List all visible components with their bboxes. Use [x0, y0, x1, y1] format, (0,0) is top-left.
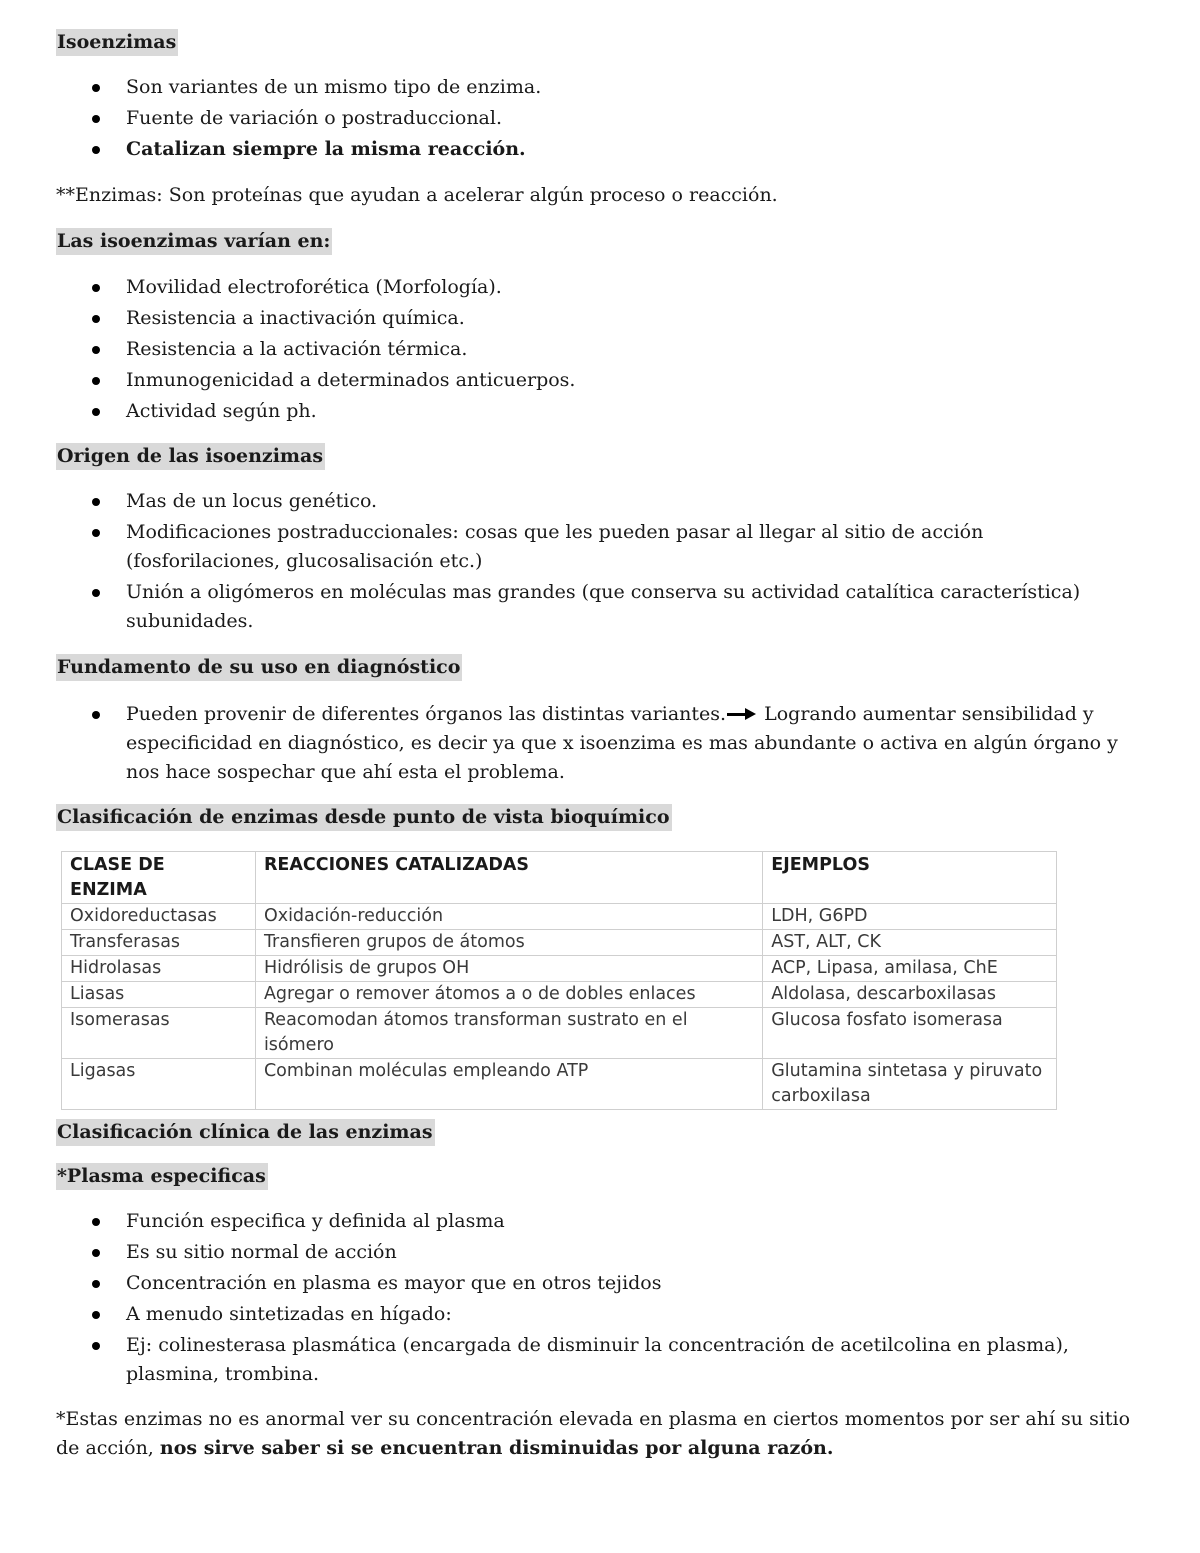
table-row [62, 930, 1057, 956]
table-row [62, 1008, 1057, 1059]
table-cell: AST, ALT, CK [763, 930, 1057, 956]
list-variaciones [0, 273, 1150, 428]
heading-clasificacion-bioquimica: Clasificación de enzimas desde punto de vista bioquímico [56, 804, 672, 831]
bullet-icon [92, 1249, 100, 1257]
list-isoenzimas [0, 73, 1150, 166]
bullet-icon [92, 1280, 100, 1288]
table-row [62, 982, 1057, 1008]
table-cell: LDH, G6PD [763, 904, 1057, 930]
table-cell: Ligasas [62, 1059, 256, 1110]
bullet-icon [92, 1218, 100, 1226]
bullet-icon [92, 498, 100, 506]
list-item: Inmunogenicidad a determinados anticuerpos. [0, 366, 1150, 395]
list-item: Unión a oligómeros en moléculas mas grandes (que conserva su actividad catalítica característica) subunidades. [0, 578, 1150, 636]
table-cell: Liasas [62, 982, 256, 1008]
list-item: Es su sitio normal de acción [0, 1238, 1150, 1267]
table-cell: Hidrolasas [62, 956, 256, 982]
bullet-icon [92, 1342, 100, 1350]
table-cell: Oxidación-reducción [255, 904, 762, 930]
subheading-plasma-especificas: *Plasma especificas [56, 1163, 268, 1190]
table-row [62, 1059, 1057, 1110]
bullet-icon [92, 711, 100, 719]
bullet-icon [92, 377, 100, 385]
list-item: Fuente de variación o postraduccional. [0, 104, 1150, 133]
heading-fundamento: Fundamento de su uso en diagnóstico [56, 654, 462, 681]
heading-isoenzimas: Isoenzimas [56, 29, 178, 56]
table-cell: Hidrólisis de grupos OH [255, 956, 762, 982]
list-item: Actividad según ph. [0, 397, 1150, 426]
final-note: *Estas enzimas no es anormal ver su concentración elevada en plasma en ciertos momentos por ser ahí su sitio de acción, nos sirve saber si se encuentran disminuidas por alguna razón. [56, 1408, 1131, 1459]
table-header-row [62, 852, 1057, 904]
bullet-icon [92, 315, 100, 323]
table-cell: Transferasas [62, 930, 256, 956]
list-fundamento [0, 700, 1150, 789]
table-cell: Agregar o remover átomos a o de dobles enlaces [255, 982, 762, 1008]
list-item: Resistencia a la activación térmica. [0, 335, 1150, 364]
table-row [62, 956, 1057, 982]
bullet-icon [92, 1311, 100, 1319]
heading-variaciones: Las isoenzimas varían en: [56, 228, 332, 255]
bullet-icon [92, 589, 100, 597]
list-item: Son variantes de un mismo tipo de enzima. [0, 73, 1150, 102]
bullet-icon [92, 115, 100, 123]
list-item: Mas de un locus genético. [0, 487, 1150, 516]
list-origen [0, 487, 1150, 638]
list-item: Resistencia a inactivación química. [0, 304, 1150, 333]
heading-clasificacion-clinica: Clasificación clínica de las enzimas [56, 1119, 435, 1146]
table-cell: Transfieren grupos de átomos [255, 930, 762, 956]
table-cell: Aldolasa, descarboxilasas [763, 982, 1057, 1008]
list-plasma-especificas [0, 1207, 1150, 1391]
table-cell: ACP, Lipasa, amilasa, ChE [763, 956, 1057, 982]
bullet-icon [92, 408, 100, 416]
table-cell: Isomerasas [62, 1008, 256, 1059]
table-cell: Glucosa fosfato isomerasa [763, 1008, 1057, 1059]
note-enzimas: **Enzimas: Son proteínas que ayudan a acelerar algún proceso o reacción. [56, 184, 778, 206]
bullet-icon [92, 284, 100, 292]
table-row [62, 904, 1057, 930]
col-header-reacciones: REACCIONES CATALIZADAS [255, 852, 762, 904]
list-item: Concentración en plasma es mayor que en otros tejidos [0, 1269, 1150, 1298]
list-item: A menudo sintetizadas en hígado: [0, 1300, 1150, 1329]
right-arrow-icon [727, 707, 757, 721]
list-item: Ej: colinesterasa plasmática (encargada de disminuir la concentración de acetilcolina en plasma), plasmina, trombina. [0, 1331, 1150, 1389]
list-item: Catalizan siempre la misma reacción. [0, 135, 1150, 164]
col-header-clase: CLASE DE ENZIMA [62, 852, 256, 904]
bullet-icon [92, 346, 100, 354]
bullet-icon [92, 146, 100, 154]
table-cell: Oxidoreductasas [62, 904, 256, 930]
list-item: Función especifica y definida al plasma [0, 1207, 1150, 1236]
col-header-ejemplos: EJEMPLOS [763, 852, 1057, 904]
heading-origen: Origen de las isoenzimas [56, 443, 325, 470]
bullet-icon [92, 529, 100, 537]
table-cell: Combinan moléculas empleando ATP [255, 1059, 762, 1110]
enzyme-classification-table [61, 851, 1057, 1110]
table-cell: Reacomodan átomos transforman sustrato en el isómero [255, 1008, 762, 1059]
list-item: Modificaciones postraduccionales: cosas que les pueden pasar al llegar al sitio de acción (fosforilaciones, glucosalisación etc.) [0, 518, 1150, 576]
list-item: Movilidad electroforética (Morfología). [0, 273, 1150, 302]
table-cell: Glutamina sintetasa y piruvato carboxilasa [763, 1059, 1057, 1110]
list-item: Pueden provenir de diferentes órganos las distintas variantes. Logrando aumentar sensibilidad y especificidad en diagnóstico, es decir ya que x isoenzima es mas abundante o activa en algún órgano y nos hace sospechar que ahí esta el problema. [0, 700, 1150, 787]
bullet-icon [92, 84, 100, 92]
